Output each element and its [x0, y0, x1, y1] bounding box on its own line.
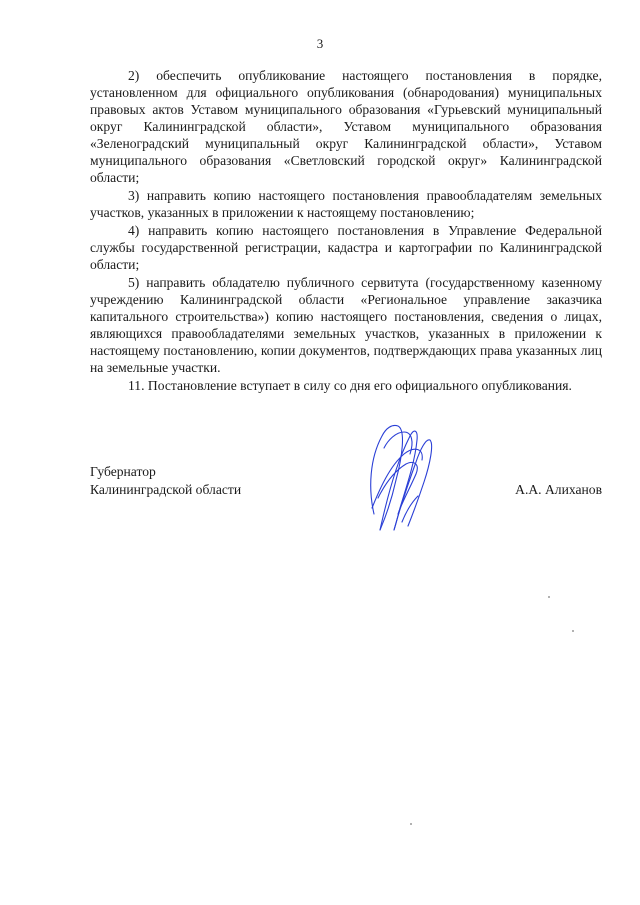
paragraph-item-5: 5) направить обладателю публичного сервитута (государственному казенному учреждению Калининградской области «Региональное управление заказчика капитального строительства») копию настоящего постановления, сведения о лицах, являющихся правообладателями земельных участков, указанных в приложении к настоящему постановлению, копии документов, подтверждающих права указанных лиц на земельные участки.	[90, 275, 602, 375]
signatory-position-line1: Губернатор	[90, 464, 156, 479]
page-number: 3	[316, 36, 324, 51]
signatory-name: А.А. Алиханов	[515, 482, 602, 497]
paragraph-item-3: 3) направить копию настоящего постановления правообладателям земельных участков, указанных в приложении к настоящему постановлению;	[90, 188, 602, 220]
signature-block	[90, 463, 602, 499]
scan-speck	[572, 630, 574, 632]
paragraph-clause-11: 11. Постановление вступает в силу со дня его официального опубликования.	[128, 378, 572, 393]
paragraph-item-4: 4) направить копию настоящего постановления в Управление Федеральной службы государственной регистрации, кадастра и картографии по Калининградской области;	[90, 223, 602, 272]
signatory-position-line2: Калининградской области	[90, 482, 242, 497]
paragraph-item-2: 2) обеспечить опубликование настоящего постановления в порядке, установленном для официального опубликования (обнародования) муниципальных правовых актов Уставом муниципального образования «Гурьевский муниципальный округ Калининградской области», Уставом муниципального образования «Зеленоградский муниципальный округ Калининградской области», Уставом муниципального образования «Светловский городской округ» Калининградской области;	[90, 68, 602, 185]
scan-speck	[548, 596, 550, 598]
document-body	[90, 67, 602, 395]
scan-speck	[410, 823, 412, 825]
